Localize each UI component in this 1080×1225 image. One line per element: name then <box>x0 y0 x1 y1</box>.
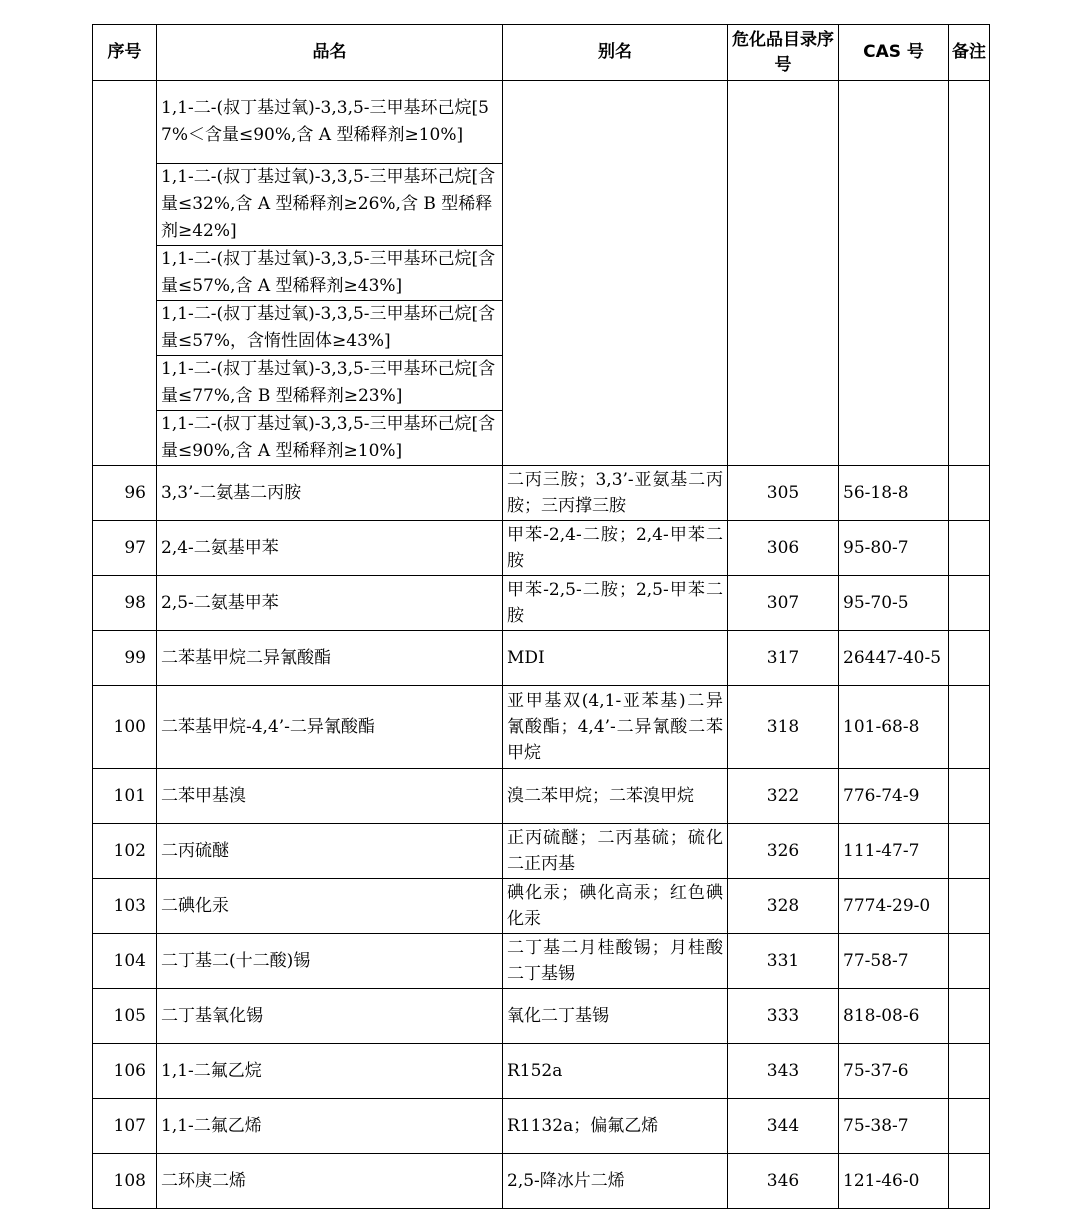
row-cas: 776-74-9 <box>839 769 949 824</box>
chemical-table <box>92 24 990 1209</box>
row-alias: 二丁基二月桂酸锡；月桂酸二丁基锡 <box>503 934 728 989</box>
row-alias: 碘化汞；碘化高汞；红色碘化汞 <box>503 879 728 934</box>
row-name: 3,3’-二氨基二丙胺 <box>157 466 503 521</box>
row-cas: 111-47-7 <box>839 824 949 879</box>
header-name: 品名 <box>157 25 503 81</box>
row-cas: 101-68-8 <box>839 686 949 769</box>
table-row <box>93 521 990 576</box>
table-row <box>93 989 990 1044</box>
header-catalog-no: 危化品目录序号 <box>728 25 839 81</box>
row-remark <box>949 1099 990 1154</box>
table-row <box>93 631 990 686</box>
row-no: 107 <box>93 1099 157 1154</box>
row-name: 二苯基甲烷-4,4’-二异氰酸酯 <box>157 686 503 769</box>
header-no: 序号 <box>93 25 157 81</box>
row-alias: 氧化二丁基锡 <box>503 989 728 1044</box>
continued-name-cell: 1,1-二-(叔丁基过氧)-3,3,5-三甲基环己烷[含量≤77%,含 B 型稀释剂≥23%] <box>157 356 503 411</box>
row-remark <box>949 934 990 989</box>
table-row <box>93 1154 990 1209</box>
row-alias: R1132a；偏氟乙烯 <box>503 1099 728 1154</box>
continued-name-cell: 1,1-二-(叔丁基过氧)-3,3,5-三甲基环己烷[57%＜含量≤90%,含 A 型稀释剂≥10%] <box>157 81 503 164</box>
row-name: 二环庚二烯 <box>157 1154 503 1209</box>
row-catalog-no: 307 <box>728 576 839 631</box>
table-row <box>93 1099 990 1154</box>
row-name: 二苯甲基溴 <box>157 769 503 824</box>
chemical-table-page <box>92 24 990 1209</box>
row-name: 二碘化汞 <box>157 879 503 934</box>
row-cas: 75-38-7 <box>839 1099 949 1154</box>
row-catalog-no: 322 <box>728 769 839 824</box>
table-row <box>93 576 990 631</box>
table-row <box>93 1044 990 1099</box>
row-cas: 121-46-0 <box>839 1154 949 1209</box>
continued-name-cell: 1,1-二-(叔丁基过氧)-3,3,5-三甲基环己烷[含量≤32%,含 A 型稀释剂≥26%,含 B 型稀释剂≥42%] <box>157 164 503 246</box>
row-alias: 正丙硫醚；二丙基硫；硫化二正丙基 <box>503 824 728 879</box>
row-name: 二苯基甲烷二异氰酸酯 <box>157 631 503 686</box>
row-alias: 溴二苯甲烷；二苯溴甲烷 <box>503 769 728 824</box>
row-remark <box>949 521 990 576</box>
row-cas: 77-58-7 <box>839 934 949 989</box>
row-catalog-no: 346 <box>728 1154 839 1209</box>
row-cas: 56-18-8 <box>839 466 949 521</box>
row-remark <box>949 686 990 769</box>
row-no: 105 <box>93 989 157 1044</box>
row-no: 98 <box>93 576 157 631</box>
row-no: 100 <box>93 686 157 769</box>
row-cas: 7774-29-0 <box>839 879 949 934</box>
row-catalog-no: 328 <box>728 879 839 934</box>
row-alias: 亚甲基双(4,1-亚苯基)二异氰酸酯；4,4’-二异氰酸二苯甲烷 <box>503 686 728 769</box>
row-cas: 26447-40-5 <box>839 631 949 686</box>
row-no: 108 <box>93 1154 157 1209</box>
row-alias: 二丙三胺；3,3’-亚氨基二丙胺；三丙撑三胺 <box>503 466 728 521</box>
row-cas: 818-08-6 <box>839 989 949 1044</box>
row-remark <box>949 466 990 521</box>
continued-remark-cell <box>949 81 990 466</box>
continued-name-cell: 1,1-二-(叔丁基过氧)-3,3,5-三甲基环己烷[含量≤57%,含 A 型稀释剂≥43%] <box>157 246 503 301</box>
row-remark <box>949 1044 990 1099</box>
table-row <box>93 824 990 879</box>
continued-catalog-cell <box>728 81 839 466</box>
row-no: 99 <box>93 631 157 686</box>
row-name: 1,1-二氟乙烯 <box>157 1099 503 1154</box>
row-name: 1,1-二氟乙烷 <box>157 1044 503 1099</box>
table-row <box>93 769 990 824</box>
row-alias: 甲苯-2,5-二胺；2,5-甲苯二胺 <box>503 576 728 631</box>
row-catalog-no: 326 <box>728 824 839 879</box>
row-catalog-no: 333 <box>728 989 839 1044</box>
row-name: 2,4-二氨基甲苯 <box>157 521 503 576</box>
row-no: 102 <box>93 824 157 879</box>
table-row <box>93 934 990 989</box>
row-no: 96 <box>93 466 157 521</box>
row-catalog-no: 306 <box>728 521 839 576</box>
row-no: 103 <box>93 879 157 934</box>
row-remark <box>949 769 990 824</box>
row-catalog-no: 331 <box>728 934 839 989</box>
continued-cas-cell <box>839 81 949 466</box>
row-no: 106 <box>93 1044 157 1099</box>
row-cas: 75-37-6 <box>839 1044 949 1099</box>
continued-name-cell: 1,1-二-(叔丁基过氧)-3,3,5-三甲基环己烷[含量≤90%,含 A 型稀释剂≥10%] <box>157 411 503 466</box>
row-catalog-no: 317 <box>728 631 839 686</box>
continued-no-cell <box>93 81 157 466</box>
table-row <box>93 466 990 521</box>
table-row <box>93 686 990 769</box>
continued-alias-cell <box>503 81 728 466</box>
row-catalog-no: 318 <box>728 686 839 769</box>
row-no: 104 <box>93 934 157 989</box>
row-remark <box>949 879 990 934</box>
row-no: 101 <box>93 769 157 824</box>
header-cas: CAS 号 <box>839 25 949 81</box>
row-remark <box>949 631 990 686</box>
row-name: 2,5-二氨基甲苯 <box>157 576 503 631</box>
continued-name-cell: 1,1-二-(叔丁基过氧)-3,3,5-三甲基环己烷[含量≤57%，含惰性固体≥43%] <box>157 301 503 356</box>
header-alias: 别名 <box>503 25 728 81</box>
row-remark <box>949 989 990 1044</box>
row-name: 二丁基二(十二酸)锡 <box>157 934 503 989</box>
row-catalog-no: 344 <box>728 1099 839 1154</box>
row-remark <box>949 576 990 631</box>
row-alias: R152a <box>503 1044 728 1099</box>
row-cas: 95-70-5 <box>839 576 949 631</box>
header-row <box>93 25 990 81</box>
row-no: 97 <box>93 521 157 576</box>
row-remark <box>949 824 990 879</box>
row-name: 二丁基氧化锡 <box>157 989 503 1044</box>
row-alias: MDI <box>503 631 728 686</box>
row-cas: 95-80-7 <box>839 521 949 576</box>
row-catalog-no: 305 <box>728 466 839 521</box>
row-alias: 2,5-降冰片二烯 <box>503 1154 728 1209</box>
continued-row <box>93 81 990 164</box>
header-remark: 备注 <box>949 25 990 81</box>
row-alias: 甲苯-2,4-二胺；2,4-甲苯二胺 <box>503 521 728 576</box>
row-name: 二丙硫醚 <box>157 824 503 879</box>
row-catalog-no: 343 <box>728 1044 839 1099</box>
table-row <box>93 879 990 934</box>
row-remark <box>949 1154 990 1209</box>
